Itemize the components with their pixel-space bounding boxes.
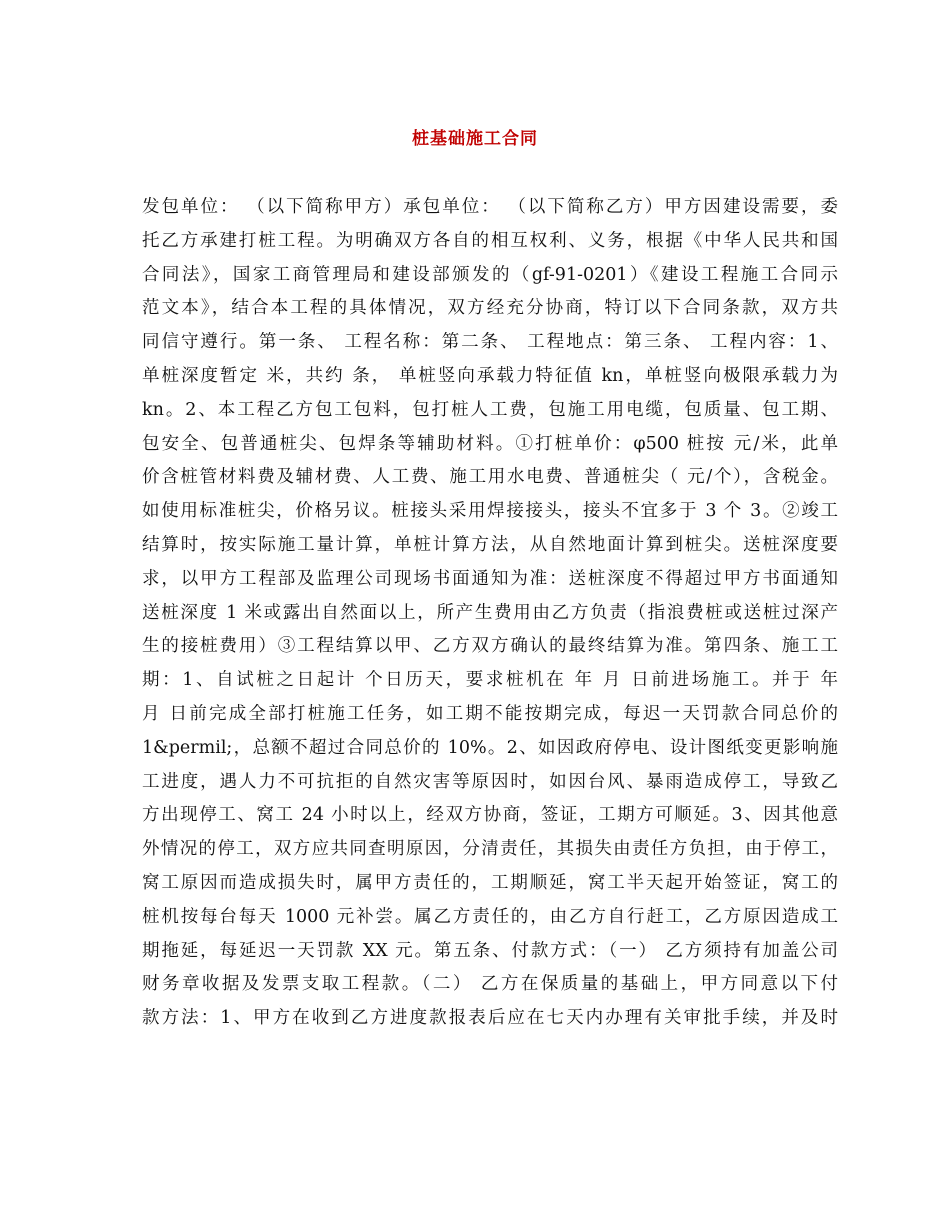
body-line: 同信守遵行。第一条、 工程名称：第二条、 工程地点：第三条、 工程内容：1、 bbox=[142, 332, 838, 353]
document-title: 桩基础施工合同 bbox=[412, 129, 538, 149]
body-line: 方出现停工、窝工 24 小时以上，经双方协商，签证，工期方可顺延。3、因其他意 bbox=[142, 805, 838, 826]
body-line: 1&permil;，总额不超过合同总价的 10%。2、如因政府停电、设计图纸变更影响施 bbox=[142, 737, 838, 758]
body-line: 窝工原因而造成损失时，属甲方责任的，工期顺延，窝工半天起开始签证，窝工的 bbox=[142, 872, 838, 893]
body-line: 送桩深度 1 米或露出自然面以上，所产生费用由乙方负责（指浪费桩或送桩过深产 bbox=[142, 602, 838, 623]
body-line: 包安全、包普通桩尖、包焊条等辅助材料。①打桩单价：φ500 桩按 元/米，此单 bbox=[142, 433, 838, 454]
body-line: 生的接桩费用）③工程结算以甲、乙方双方确认的最终结算为准。第四条、施工工 bbox=[142, 636, 838, 657]
body-line: 合同法》，国家工商管理局和建设部颁发的（gf-91-0201）《建设工程施工合同示 bbox=[142, 264, 838, 285]
body-line: 范文本》，结合本工程的具体情况，双方经充分协商，特订以下合同条款，双方共 bbox=[142, 298, 838, 319]
body-line: 月 日前完成全部打桩施工任务，如工期不能按期完成，每迟一天罚款合同总价的 bbox=[142, 703, 838, 724]
contract-body bbox=[142, 191, 838, 1036]
body-line: 期拖延，每延迟一天罚款 XX 元。第五条、付款方式：（一） 乙方须持有加盖公司 bbox=[142, 940, 838, 961]
body-line: 求，以甲方工程部及监理公司现场书面通知为准：送桩深度不得超过甲方书面通知 bbox=[142, 568, 838, 589]
body-line: 外情况的停工，双方应共同查明原因，分清责任，其损失由责任方负担，由于停工， bbox=[142, 839, 838, 860]
body-line: 托乙方承建打桩工程。为明确双方各自的相互权利、义务，根据《中华人民共和国 bbox=[142, 230, 838, 251]
body-line: 发包单位： （以下简称甲方）承包单位： （以下简称乙方）甲方因建设需要，委 bbox=[142, 197, 838, 217]
body-line: 工进度，遇人力不可抗拒的自然灾害等原因时，如因台风、暴雨造成停工，导致乙 bbox=[142, 771, 838, 792]
body-line: 如使用标准桩尖，价格另议。桩接头采用焊接接头，接头不宜多于 3 个 3。②竣工 bbox=[142, 501, 838, 522]
body-line: 结算时，按实际施工量计算，单桩计算方法，从自然地面计算到桩尖。送桩深度要 bbox=[142, 534, 838, 555]
body-line: 款方法：1、甲方在收到乙方进度款报表后应在七天内办理有关审批手续，并及时 bbox=[142, 1008, 838, 1029]
body-line: kn。2、本工程乙方包工包料，包打桩人工费，包施工用电缆，包质量、包工期、 bbox=[142, 399, 838, 420]
body-line: 桩机按每台每天 1000 元补尝。属乙方责任的，由乙方自行赶工，乙方原因造成工 bbox=[142, 906, 838, 927]
body-line: 单桩深度暂定 米，共约 条， 单桩竖向承载力特征值 kn，单桩竖向极限承载力为 bbox=[142, 365, 838, 386]
body-line: 价含桩管材料费及辅材费、人工费、施工用水电费、普通桩尖（ 元/个），含税金。 bbox=[142, 467, 838, 488]
body-line: 财务章收据及发票支取工程款。（二） 乙方在保质量的基础上，甲方同意以下付 bbox=[142, 974, 838, 995]
body-line: 期：1、自试桩之日起计 个日历天，要求桩机在 年 月 日前进场施工。并于 年 bbox=[142, 670, 838, 691]
